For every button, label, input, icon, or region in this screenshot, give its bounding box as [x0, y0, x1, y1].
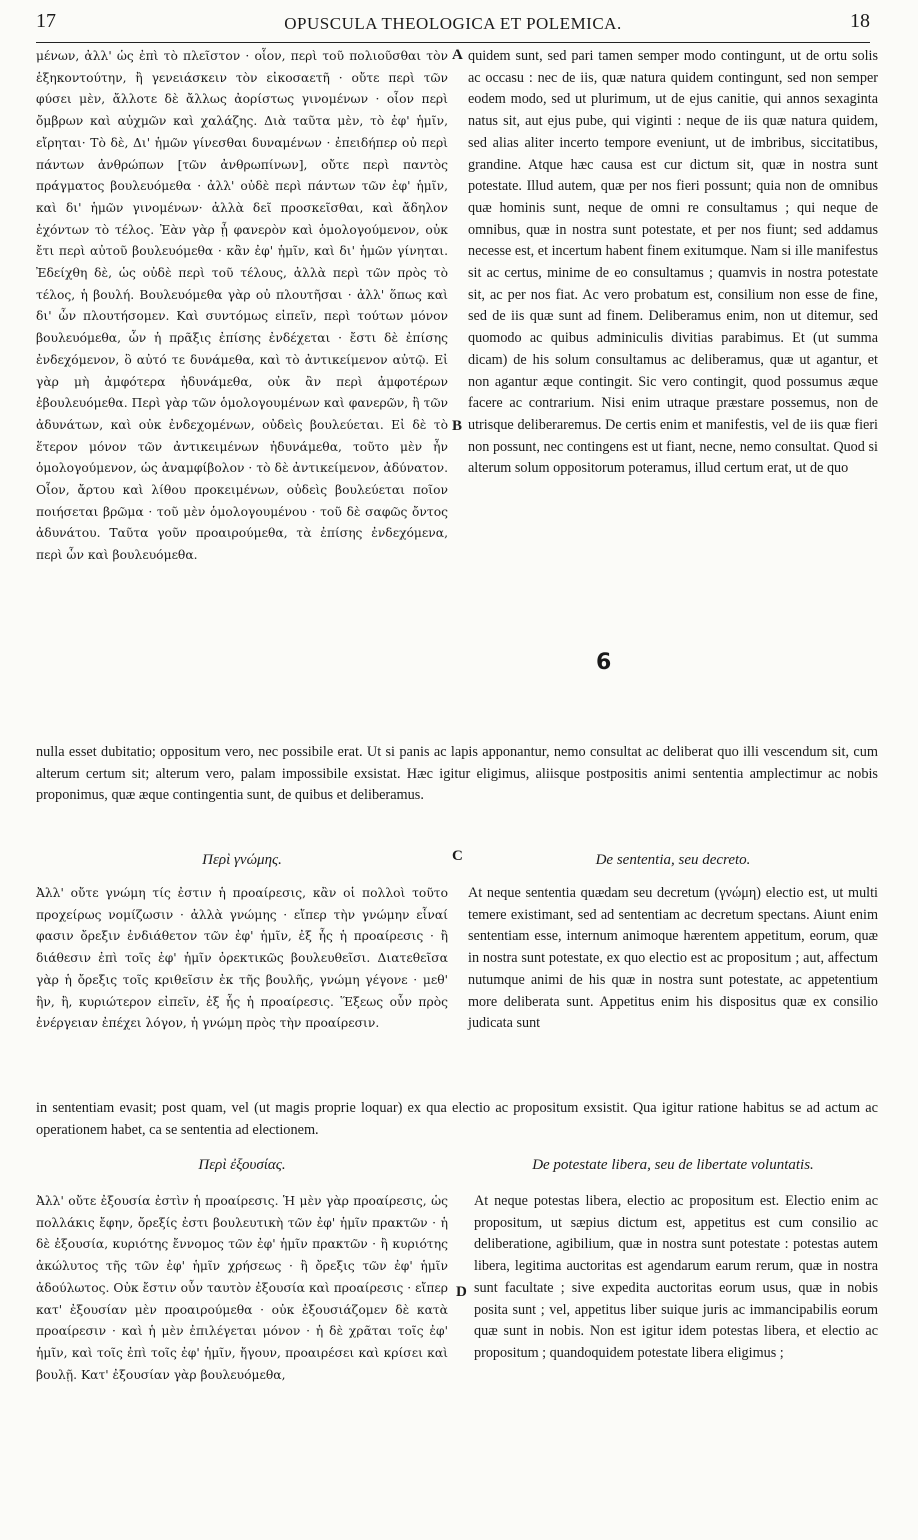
section2-greek-heading: Περὶ γνώμης.	[202, 852, 282, 868]
section1-greek-text: μένων, ἀλλ' ὡς ἐπὶ τὸ πλεῖστον · οἷον, περὶ τοῦ πολιοῦσθαι τὸν ἑξηκοντούτην, ἢ γενειάσκειν τὸν εἰκοσαετῆ · οὔτε περὶ τῶν φύσει μὲν, ἄλλοτε δὲ ἄλλως ἀορίστως γινομένων · οἷον περὶ ὄμβρων καὶ αὐχμῶν καὶ χαλάζης. Διὰ ταῦτα μὲν, τὸ ἐφ' ἡμῖν, εἴρηται· Τὸ δὲ, Δι' ἡμῶν γίνεσθαι δυναμένων · ἐπειδήπερ οὐ περὶ πάντων ἀνθρώπων [τῶν ἀνθρωπίνων], οὔτε περὶ παντὸς πράγματος βουλευόμεθα · ἀλλ' οὐδὲ περὶ πάντων τῶν ἐφ' ἡμῖν, καὶ δι' ἡμῶν γινομένων· ἀλλὰ δεῖ προσκεῖσθαι, καὶ ἄδηλον ἐχόντων τὸ τέλος. Ἐὰν γὰρ ᾖ φανερὸν καὶ ὁμολογούμενον, οὐκ ἔτι περὶ αὐτοῦ βουλευόμεθα · κἂν ἐφ' ἡμῖν, καὶ δι' ἡμῶν γίνηται. Ἐδείχθη δὲ, ὡς οὐδὲ περὶ τοῦ τέλους, ἀλλὰ περὶ τῶν πρὸς τὸ τέλος, ἡ βουλή. Βουλευόμεθα γὰρ οὐ πλουτῆσαι · ἀλλ' ὅπως καὶ δι' ὧν πλουτήσομεν. Καὶ συντόμως εἰπεῖν, περὶ τούτων μόνον βουλευόμεθα, ὧν ἡ πρᾶξις ἐπίσης ἐνδέχεται · ἔστι δὲ ἐπίσης ἐνδεχόμενον, ὃ αὐτό τε δυνάμεθα, καὶ τὸ ἀντικείμενον αὐτῷ. Εἰ γὰρ μὴ ἀμφότερα ἠδυνάμεθα, οὐκ ἂν περὶ ἀμφοτέρων ἐβουλευόμεθα. Περὶ γὰρ τῶν ὁμολογουμένων καὶ φανερῶν, ἢ τῶν ἀδυνάτων, καὶ οὐκ ἐνδεχομένων, οὐδεὶς βουλεύεται. Εἰ δὲ τὸ ἕτερον μόνον τῶν ἀντικειμένων ἠδυνάμεθα, τοῦτο μὲν ἦν ὁμολογούμενον, ὡς ἀναμφίβολον · τὸ δὲ ἀντικείμενον, ἀδύνατον. Οἷον, ἄρτου καὶ λίθου προκειμένων, οὐδεὶς βουλεύεται ποῖον ποιήσεται βρῶμα · τοῦ μὲν ὁμολογουμένου · τοῦ δὲ σαφῶς ὄντος ἀδυνάτου. Ταῦτα γοῦν προαιρούμεθα, τὰ ἐπίσης ἐνδεχόμενα, περὶ ὧν καὶ βουλευόμεθα.	[36, 49, 448, 563]
section2-latin-heading: De sententia, seu decreto.	[595, 852, 751, 868]
margin-marker-b: B	[452, 418, 463, 434]
section2-greek-column	[36, 883, 448, 1035]
section2-latin-column	[468, 883, 878, 1035]
section2-greek-text: Ἀλλ' οὔτε γνώμη τίς ἐστιν ἡ προαίρεσις, κἂν οἱ πολλοὶ τοῦτο προχείρως νομίζωσιν · ἀλλὰ γνώμης · εἴπερ τὴν γνώμην εἶναί φασιν ὄρεξιν ἐνδιάθετον τῶν ἐφ' ἡμῖν, ἐξ ἧς ἡ προαίρεσις · ἢ διάθεσιν ἐπὶ τοῖς ἐφ' ἡμῖν ὀρεκτικῶς βουλευθεῖσι. Διατεθεῖσα γὰρ ἡ ὄρεξις τοῖς κριθεῖσιν ἐκ τῆς βουλῆς, γνώμη γέγονε · μεθ' ἣν, ἢ, κυριώτερον εἰπεῖν, ἐξ ἧς ἡ προαίρεσις. Ἕξεως οὖν πρὸς ἐνέργειαν ἐπέχει λόγον, ἡ γνώμη πρὸς τὴν προαίρεσιν.	[36, 886, 448, 1031]
section1-latin-column	[468, 46, 878, 480]
section2-full-width-text: in sententiam evasit; post quam, vel (ut magis proprie loquar) ex qua electio ac propositum exsistit. Qua igitur ratione habitus se ad actum ac operationem habet, ca se sententia ad electionem.	[36, 1100, 878, 1138]
section3-latin-text: At neque potestas libera, electio ac propositum est. Electio enim ac propositum, ut sæpius dictum est, appetitus est cum consilio ac deliberatione, agibilium, quæ in nostra sunt potestate : potestas autem libera, legitima auctoritas est agendarum earum rerum, quæ in nostra sunt facultate ; sive expedita auctoritas eorum usus, quæ in nobis posita sunt ; vel, appetitus liber suique juris ac immancipabilis eorum quæ sunt in nobis. Non est igitur idem potestas libera, et electio ac propositum ; quandoquidem potestate libera eligimus ;	[474, 1193, 878, 1361]
section3-greek-text: Ἀλλ' οὔτε ἐξουσία ἐστὶν ἡ προαίρεσις. Ἡ μὲν γὰρ προαίρεσις, ὡς πολλάκις ἔφην, ὄρεξίς ἐστι βουλευτικὴ τῶν ἐφ' ἡμῖν πρακτῶν · ἡ δὲ ἐξουσία, κυριότης ἔννομος τῶν ἐφ' ἡμῖν πρακτῶν · ἢ κυριότης ἀκώλυτος τῆς τῶν ἐφ' ἡμῖν χρήσεως · ἢ ὄρεξις τῶν ἐφ' ἡμῖν ἀδούλωτος. Οὐκ ἔστιν οὖν ταυτὸν ἐξουσία καὶ προαίρεσις · εἴπερ κατ' ἐξουσίαν μὲν προαιρούμεθα · οὐκ ἐξουσιάζομεν δὲ κατὰ προαίρεσιν · καὶ ἡ μὲν ἐπιλέγεται μόνον · ἡ δὲ χρᾶται τοῖς ἐφ' ἡμῖν, καὶ τοῖς ἐπὶ τοῖς ἐφ' ἡμῖν, ἤγουν, προαιρέσει καὶ κρίσει καὶ βουλῇ. Κατ' ἐξουσίαν γὰρ βουλευόμεθα,	[36, 1194, 448, 1382]
running-title: OPUSCULA THEOLOGICA ET POLEMICA.	[284, 14, 622, 33]
page-number-right: 18	[850, 10, 870, 32]
page-number-left: 17	[36, 10, 56, 32]
margin-marker-d: D	[456, 1284, 467, 1300]
section3-latin-column	[474, 1191, 878, 1365]
section1-full-width-text: nulla esset dubitatio; oppositum vero, nec possibile erat. Ut si panis ac lapis apponantur, nemo consultat ac deliberat quo illi vescendum sit, cum alterum certum sit; alterum vero, palam impossibile exsistat. Hæc igitur eligimus, aliisque postpositis animi sententia amplectimur ac nobis proponimus, quæ æque contingentia sunt, de quibus et deliberamus.	[36, 744, 878, 804]
section3-latin-heading: De potestate libera, seu de libertate voluntatis.	[532, 1157, 814, 1173]
margin-marker-c: C	[452, 848, 463, 864]
section1-latin-text: quidem sunt, sed pari tamen semper modo contingunt, ut de ortu solis ac occasu : nec de iis, quæ natura quidem contingunt, sed non semper eodem modo, sed ut plurimum, ut de ejus canitie, qui annos sexaginta natus sit, aut ejus pube, qui viginti : neque de iis quæ natura quidem, sed alias aliter incerto tempore eveniunt, ut de imbribus, siccitatibus, grandine. Atque hæc causa est cur dictum sit, quæ in nostra sunt potestate. Illud autem, quæ per nos fieri possunt; quia non de omnibus quæ hominis sunt, neque de omni re consultamus ; qui neque de omnibus, quæ in nostra sunt potestate, et per nos fiunt; sed addamus necesse est, et incertum habent finem exitumque. Nam si ille manifestus sit ac certus, minime de eo consultamus ; quamvis in nostra potestate sit, ac per nos fiat. Ac vero probatum est, consilium non esse de fine, sed de iis quæ sunt ad finem. Deliberamus enim, non ut ditemur, sed quomodo ac quibus adminiculis divitias parabimus. Et (ut summa dicam) de his solum consultamus ac deliberamus, quæ ut agantur, et non agantur æque contingit. Sic vero contingit, quod possumus æque facere ac contrarium. Nisi enim utraque præstare possemus, non de utrisque deliberaremus. De certis enim et manifestis, vel de iis quæ fieri non possunt, nec contingens est ut fiant, necne, nemo consultat. Quod si alterum solum oppositorum poteramus, illud certum erat, ut de quo	[468, 48, 878, 477]
margin-marker-six: 6	[596, 650, 612, 675]
section3-greek-column	[36, 1191, 448, 1386]
margin-marker-a: A	[452, 47, 463, 63]
page-header	[36, 6, 870, 43]
section2-latin-text: At neque sententia quædam seu decretum (γνώμη) electio est, ut multi temere existimant, sed ad sententiam ac decretum spectans. Aiunt enim sententiam esse, internum animoque hærentem appetitum, eorum, quæ in nostra sunt potestate, ex quo electio est ac propositum ; aut, affectum nutumque animi de his quæ in nostra sunt potestate, ac appetentium more deliberata sunt. Appetitus enim his dispositus quæ ex consilio judicata sunt	[468, 885, 878, 1032]
section3-greek-heading: Περὶ ἐξουσίας.	[198, 1157, 286, 1173]
section1-greek-column	[36, 46, 448, 567]
